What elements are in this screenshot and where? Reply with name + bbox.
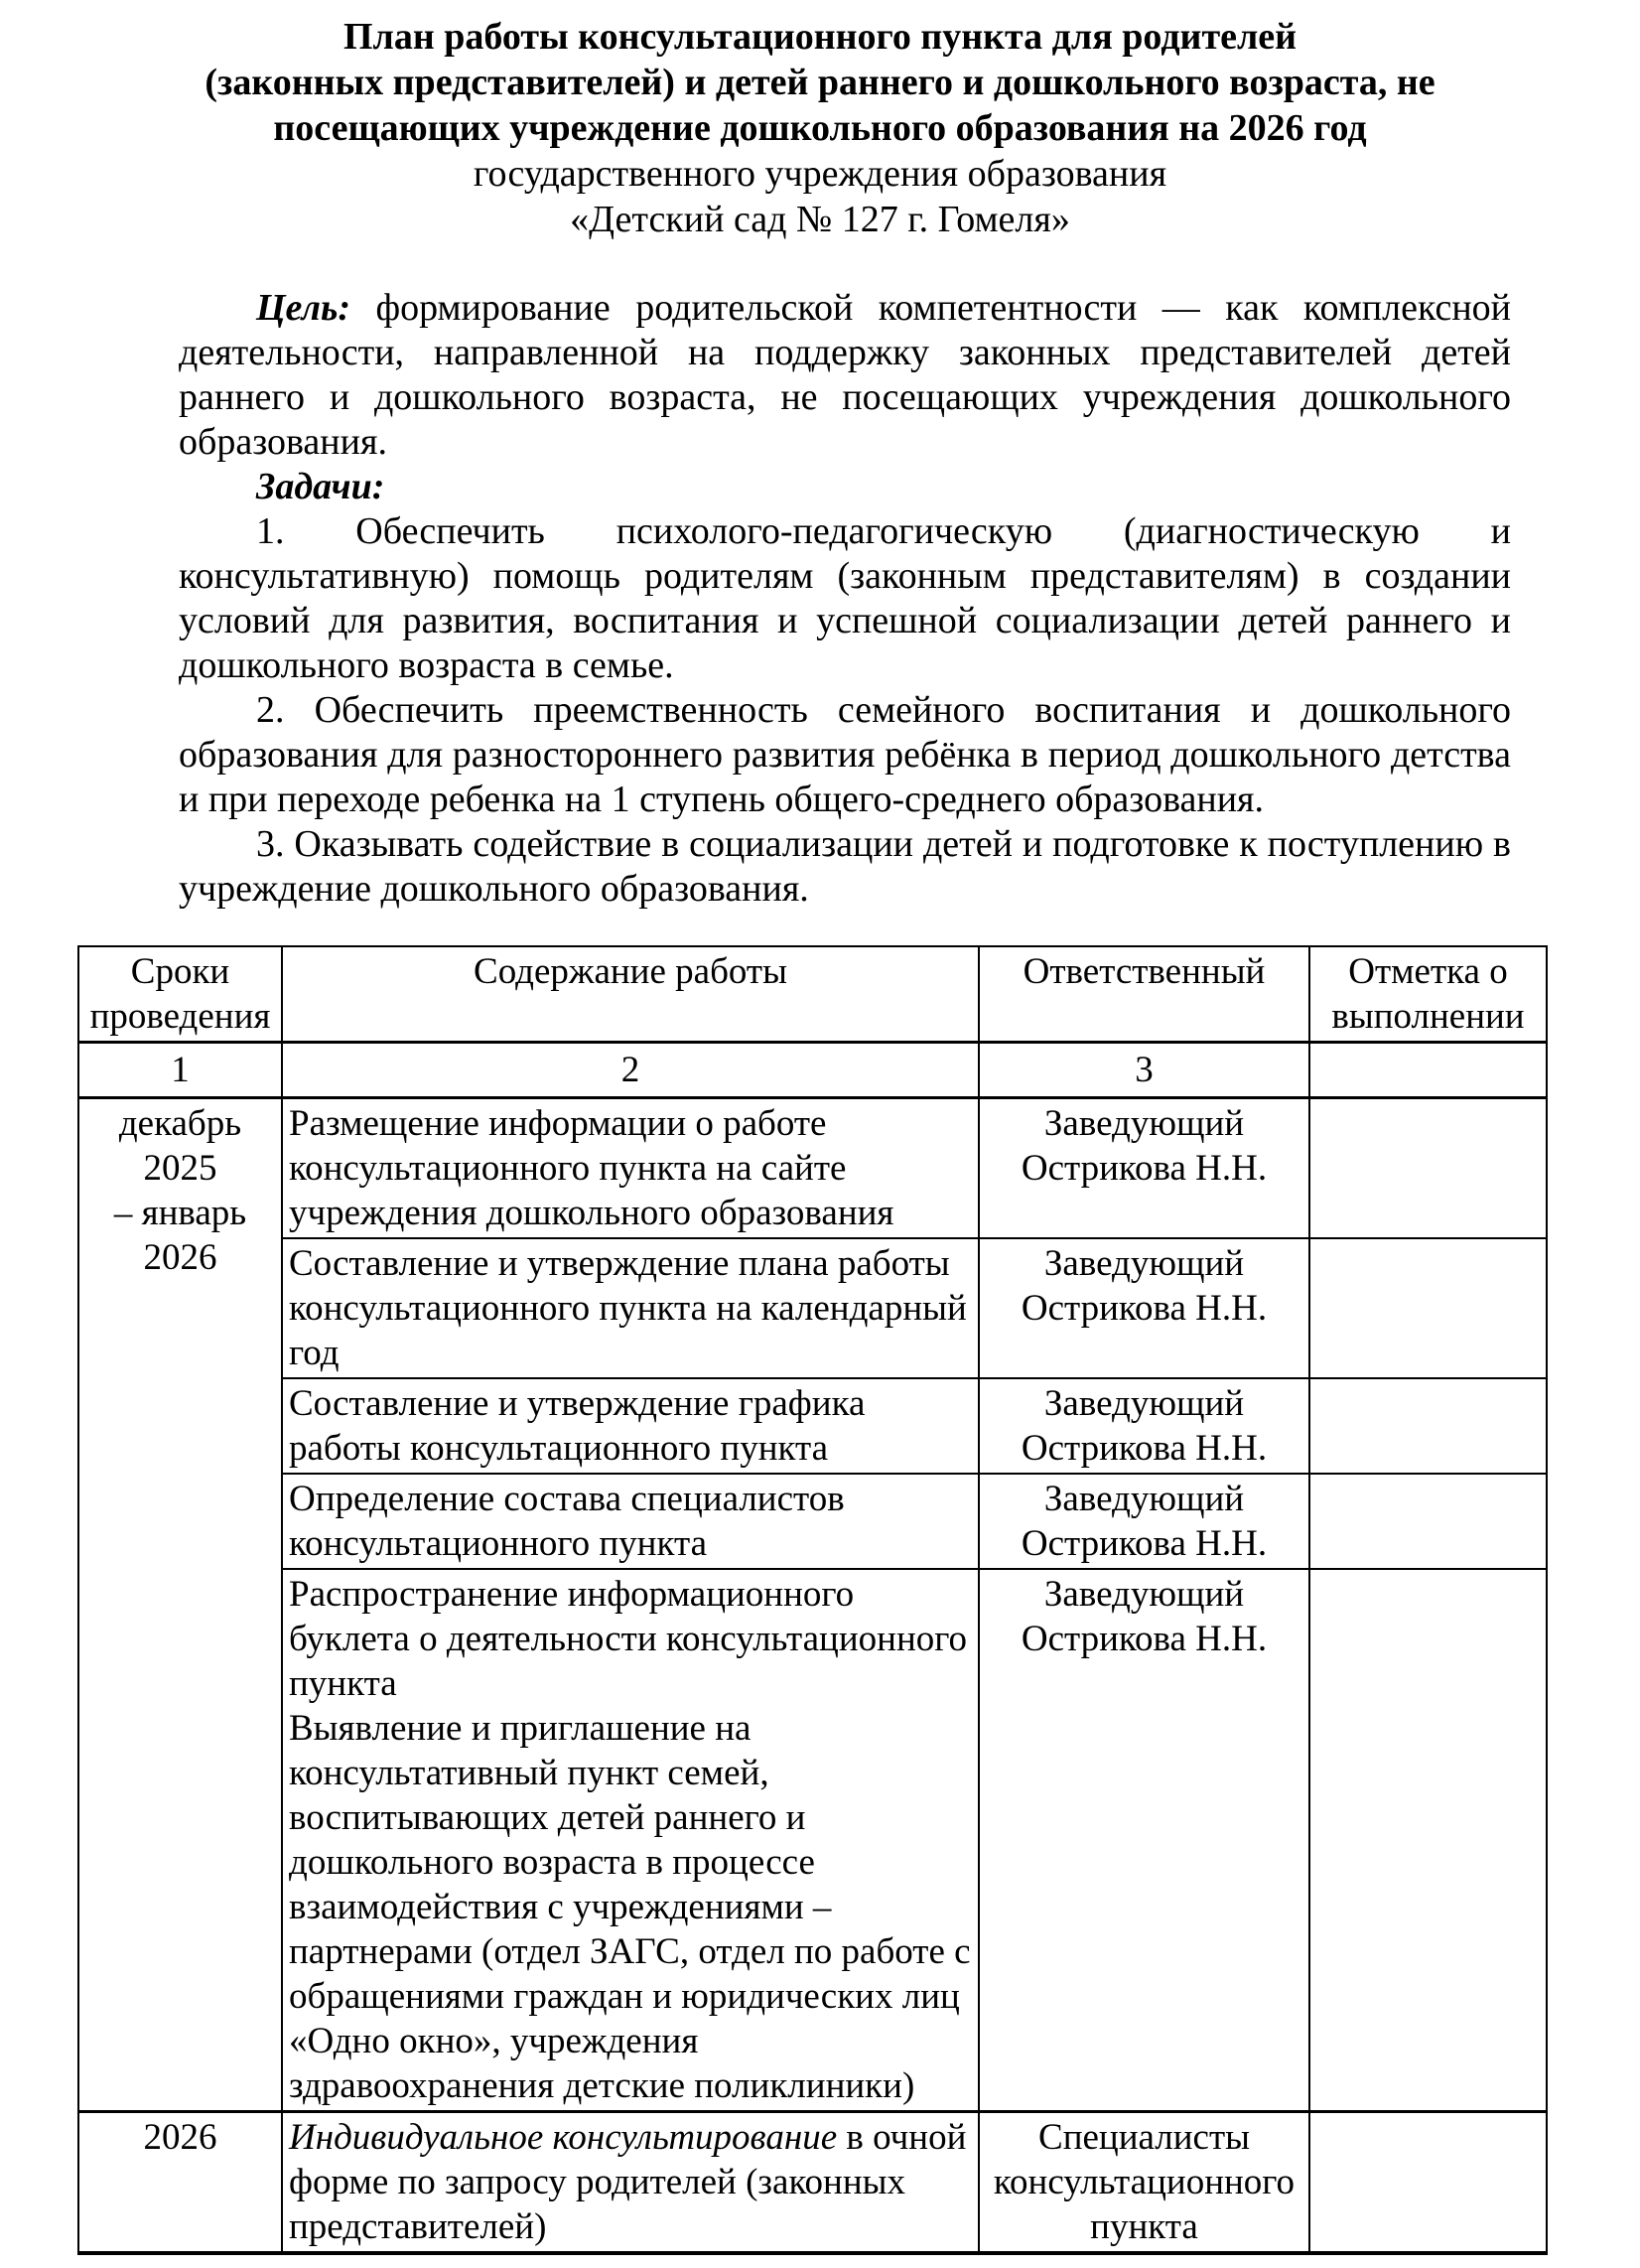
period-line: декабрь	[118, 1103, 242, 1144]
period-line: 2026	[143, 2117, 217, 2158]
number-cell: 1	[78, 1043, 282, 1098]
responsible-cell: Заведующий Острикова Н.Н.	[979, 1378, 1309, 1474]
mark-cell	[1309, 1474, 1547, 1569]
responsible-cell: Специалисты консультационного пункта	[979, 2112, 1309, 2254]
content-cell	[282, 2112, 979, 2254]
content-cell	[282, 1474, 979, 1569]
table-number-row	[78, 1043, 1547, 1098]
content-paragraph: Определение состава специалистов консультационного пункта	[289, 1479, 845, 1564]
title-line: (законных представителей) и детей раннего и дошкольного возраста, не	[205, 62, 1435, 103]
content-cell	[282, 1238, 979, 1378]
responsible-cell: Заведующий Острикова Н.Н.	[979, 1238, 1309, 1378]
header-mark: Отметка о выполнении	[1309, 946, 1547, 1043]
plan-table-body	[78, 1098, 1547, 2254]
mark-cell	[1309, 1378, 1547, 1474]
responsible-cell: Заведующий Острикова Н.Н.	[979, 1569, 1309, 2112]
header-responsible: Ответственный	[979, 946, 1309, 1043]
header-content: Содержание работы	[282, 946, 979, 1043]
content-cell	[282, 1378, 979, 1474]
paragraph-lead: Задачи:	[256, 466, 385, 507]
number-cell: 2	[282, 1043, 979, 1098]
mark-cell	[1309, 1098, 1547, 1239]
table-header-row	[78, 946, 1547, 1043]
table-row	[78, 1378, 1547, 1474]
mark-cell	[1309, 2112, 1547, 2254]
number-cell	[1309, 1043, 1547, 1098]
period-line: 2026	[143, 1237, 217, 1278]
title-line: посещающих учреждение дошкольного образования на 2026 год	[273, 107, 1367, 149]
content-italic-lead: Индивидуальное консультирование	[289, 2117, 838, 2158]
table-row	[78, 1238, 1547, 1378]
period-cell	[78, 1098, 282, 2112]
paragraph	[179, 465, 1511, 509]
mark-cell	[1309, 1238, 1547, 1378]
title-line: План работы консультационного пункта для родителей	[342, 16, 1298, 58]
content-paragraph: Распространение информационного буклета о деятельности консультационного пункта	[289, 1574, 968, 1704]
content-paragraph: Размещение информации о работе консультационного пункта на сайте учреждения дошкольного образования	[289, 1103, 894, 1233]
paragraph: Цель: формирование родительской компетентности — как комплексной деятельности, направленной на поддержку законных представителей детей раннего и дошкольного возраста, не посещающих учреждения дошкольного образования.	[179, 287, 1511, 463]
body-paragraphs	[179, 286, 1511, 912]
content-cell	[282, 1569, 979, 2112]
content-cell	[282, 1098, 979, 1239]
responsible-cell: Заведующий Острикова Н.Н.	[979, 1474, 1309, 1569]
paragraph-lead: Цель:	[256, 287, 350, 329]
period-line: – январь	[113, 1193, 247, 1233]
content-paragraph: Составление и утверждение плана работы консультационного пункта на календарный год	[289, 1243, 967, 1373]
period-line: 2025	[143, 1148, 217, 1189]
plan-table	[77, 945, 1548, 2255]
content-paragraph: Индивидуальное консультирование в очной форме по запросу родителей (законных представителей)	[289, 2117, 967, 2247]
period-cell	[78, 2112, 282, 2254]
title-line: государственного учреждения образования	[473, 153, 1167, 195]
paragraph: 3. Оказывать содействие в социализации детей и подготовке к поступлению в учреждение дошкольного образования.	[179, 823, 1511, 910]
document-title	[60, 14, 1580, 242]
table-row	[78, 2112, 1547, 2254]
table-row	[78, 1098, 1547, 1239]
number-cell: 3	[979, 1043, 1309, 1098]
mark-cell	[1309, 1569, 1547, 2112]
title-line: «Детский сад № 127 г. Гомеля»	[570, 199, 1070, 240]
content-paragraph: Выявление и приглашение на консультативный пункт семей, воспитывающих детей раннего и дошкольного возраста в процессе взаимодействия с учреждениями – партнерами (отдел ЗАГС, отдел по работе с обращениями граждан и юридических лиц «Одно окно», учреждения здравоохранения детские поликлиники)	[289, 1708, 971, 2106]
responsible-cell: Заведующий Острикова Н.Н.	[979, 1098, 1309, 1239]
table-row	[78, 1474, 1547, 1569]
table-row	[78, 1569, 1547, 2112]
paragraph: 2. Обеспечить преемственность семейного воспитания и дошкольного образования для разностороннего развития ребёнка в период дошкольного детства и при переходе ребенка на 1 ступень общего-среднего образования.	[179, 689, 1511, 820]
header-period: Сроки проведения	[78, 946, 282, 1043]
content-paragraph: Составление и утверждение графика работы консультационного пункта	[289, 1383, 866, 1469]
paragraph: 1. Обеспечить психолого-педагогическую (диагностическую и консультативную) помощь родителям (законным представителям) в создании условий для развития, воспитания и успешной социализации детей раннего и дошкольного возраста в семье.	[179, 510, 1511, 686]
